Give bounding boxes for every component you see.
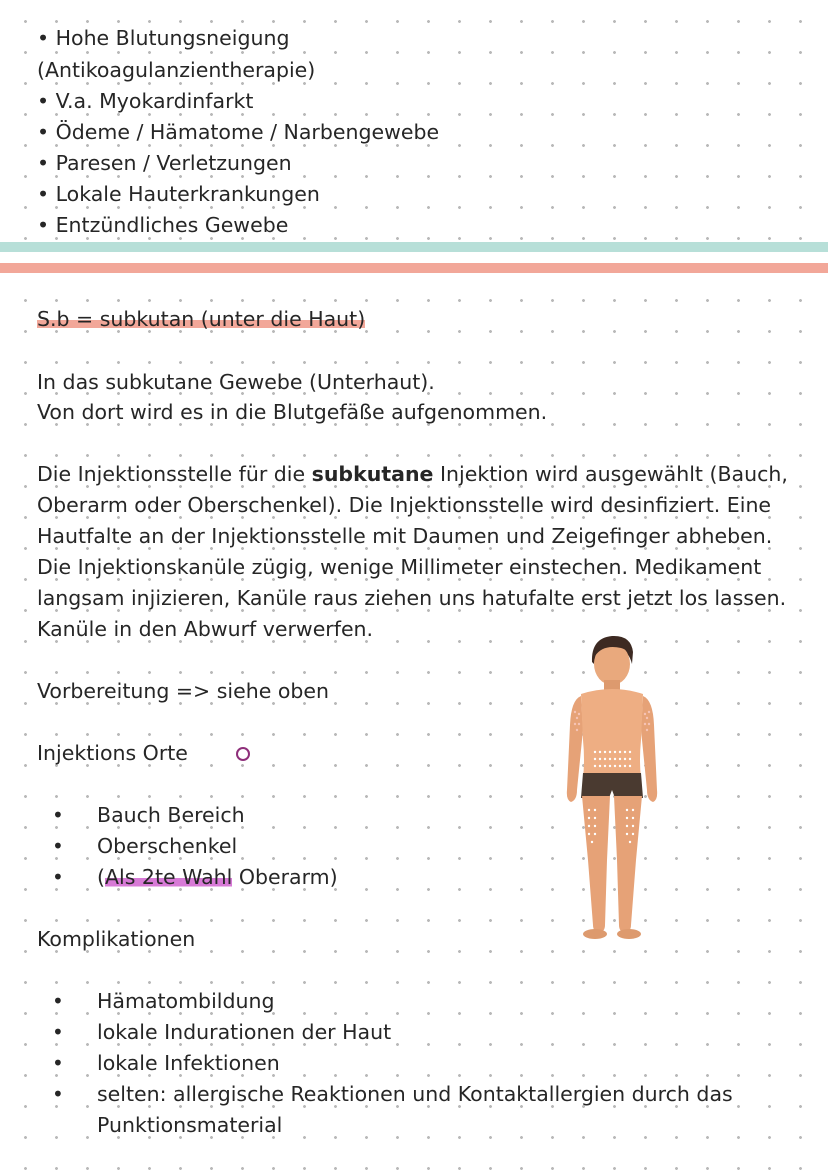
- divider-salmon: [0, 263, 828, 273]
- contra-item-1: • Hohe Blutungsneigung: [37, 26, 290, 50]
- divider-teal: [0, 242, 828, 252]
- bullet-icon: •: [52, 803, 64, 827]
- procedure-line-6: Kanüle in den Abwurf verwerfen.: [37, 617, 374, 641]
- human-body-illustration: [555, 630, 675, 945]
- bullet-icon: •: [52, 989, 64, 1013]
- procedure-line-2: Oberarm oder Oberschenkel). Die Injektionsstelle wird desinfiziert. Eine: [37, 493, 772, 517]
- site-item-3-rest: Oberarm): [232, 865, 338, 889]
- contra-item-4: • Paresen / Verletzungen: [37, 151, 292, 175]
- section-title: [37, 305, 365, 333]
- procedure-line-5: langsam injizieren, Kanüle raus ziehen uns hatufalte erst jetzt los lassen.: [37, 586, 787, 610]
- bullet-icon: •: [52, 834, 64, 858]
- circle-marker-icon: [236, 747, 250, 761]
- procedure-line-3: Hautfalte an der Injektionsstelle mit Daumen und Zeigefinger abheben.: [37, 524, 773, 548]
- procedure-line-1: [37, 460, 788, 488]
- preparation-line: Vorbereitung => siehe oben: [37, 679, 330, 703]
- bullet-icon: •: [52, 1051, 64, 1075]
- site-item-1: Bauch Bereich: [97, 803, 245, 827]
- contra-item-3: • Ödeme / Hämatome / Narbengewebe: [37, 120, 440, 144]
- complication-item-2: lokale Indurationen der Haut: [97, 1020, 392, 1044]
- bullet-icon: •: [52, 1082, 64, 1106]
- site-item-3-highlight: Als 2te Wahl: [105, 865, 233, 889]
- contra-item-6: • Entzündliches Gewebe: [37, 213, 289, 237]
- sites-title: Injektions Orte: [37, 741, 188, 765]
- site-item-3: [97, 863, 338, 891]
- complication-item-1: Hämatombildung: [97, 989, 275, 1013]
- complication-item-3: lokale Infektionen: [97, 1051, 280, 1075]
- contra-item-2: • V.a. Myokardinfarkt: [37, 89, 254, 113]
- procedure-line-1-start: Die Injektionsstelle für die: [37, 462, 312, 486]
- procedure-line-4: Die Injektionskanüle zügig, wenige Millimeter einstechen. Medikament: [37, 555, 762, 579]
- complications-title: Komplikationen: [37, 927, 196, 951]
- section-title-text: S.b = subkutan (unter die Haut): [37, 307, 366, 331]
- bullet-icon: •: [52, 865, 64, 889]
- site-item-3-open: (: [97, 865, 105, 889]
- contra-item-5: • Lokale Hauterkrankungen: [37, 182, 320, 206]
- intro-line-1: In das subkutane Gewebe (Unterhaut).: [37, 370, 435, 394]
- site-item-2: Oberschenkel: [97, 834, 238, 858]
- procedure-bold-term: subkutane: [311, 462, 434, 486]
- complication-item-4-cont: Punktionsmaterial: [97, 1113, 283, 1137]
- procedure-line-1-end: Injektion wird ausgewählt (Bauch,: [433, 462, 788, 486]
- intro-line-2: Von dort wird es in die Blutgefäße aufgenommen.: [37, 400, 548, 424]
- bullet-icon: •: [52, 1020, 64, 1044]
- complication-item-4: selten: allergische Reaktionen und Kontaktallergien durch das: [97, 1082, 733, 1106]
- contra-item-1-note: (Antikoagulanzientherapie): [37, 58, 316, 82]
